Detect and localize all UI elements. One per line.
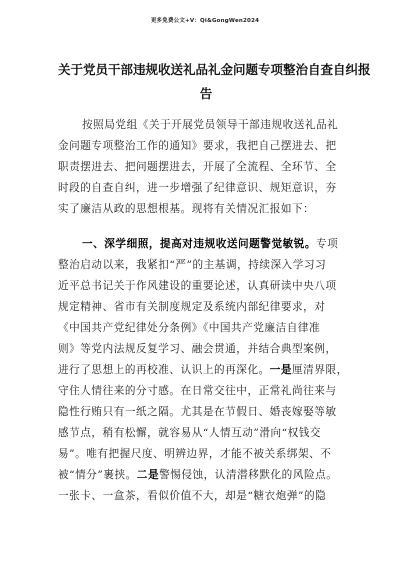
paragraph-text: 专项 <box>316 238 339 250</box>
paragraph-line: 金问题专项整治工作的通知》要求，我把自己摆进去、把 <box>58 140 337 152</box>
section-heading-line <box>82 236 358 252</box>
document-title-line-1: 关于党员干部违规收送礼品礼金问题专项整治自查自纠报 <box>58 62 371 77</box>
paragraph-line: 《中国共产党纪律处分条例》《中国共产党廉洁自律准 <box>58 322 321 334</box>
paragraph-text: 被“情分”裹挟。 <box>58 469 137 481</box>
paragraph-line: 近平总书记关于作风建设的重要论述，认真研读中央八项 <box>58 280 337 292</box>
paragraph-line: 实了廉洁从政的思想根基。现将有关情况汇报如下： <box>58 203 315 215</box>
paragraph-line: 规定精神、省市有关制度规定及系统内部纪律要求，对 <box>58 301 326 313</box>
paragraph-line: 感节点，稍有松懈，就容易从“人情互动”滑向“权钱交 <box>58 427 322 439</box>
paragraph-line: 按照局党组《关于开展党员领导干部违规收送礼品礼 <box>82 119 339 131</box>
paragraph-line: 时段的自查自纠，进一步增强了纪律意识、规矩意识，夯 <box>58 182 337 194</box>
paragraph-line: 隐性行贿只有一纸之隔。尤其是在节假日、婚丧嫁娶等敏 <box>58 406 337 418</box>
paragraph-text: 厘清界限， <box>292 364 348 376</box>
point-label: 一是 <box>269 364 293 376</box>
paragraph-line: 职责摆进去、把问题摆进去，开展了全流程、全环节、全 <box>58 161 337 173</box>
paragraph-line <box>58 467 358 483</box>
watermark-header: 更多免费公文+V：Qi&GongWen2024 <box>150 18 260 24</box>
paragraph-text: 进行了思想上的再校准、认识上的再深化。 <box>58 364 270 376</box>
paragraph-line: 则》等党内法规反复学习、融会贯通，并结合典型案例， <box>58 343 337 355</box>
point-label: 二是 <box>136 469 160 481</box>
paragraph-line: 守住人情往来的分寸感。在日常交往中，正常礼尚往来与 <box>58 385 337 397</box>
paragraph-text: 警惕侵蚀，认清潜移默化的风险点。 <box>159 469 338 481</box>
paragraph-line: 整治启动以来，我紧扣“严”的主基调，持续深入学习习 <box>58 259 327 271</box>
paragraph-line: 易”。唯有把握尺度、明辨边界，才能不被关系绑架、不 <box>58 448 332 460</box>
document-title-line-2: 告 <box>199 86 213 101</box>
section-heading: 一、深学细照，提高对违规收送问题警觉敏锐。 <box>82 238 317 250</box>
paragraph-line: 一张卡、一盒茶，看似价值不大，却是“糖衣炮弹”的隐 <box>58 490 327 502</box>
paragraph-line <box>58 362 358 378</box>
